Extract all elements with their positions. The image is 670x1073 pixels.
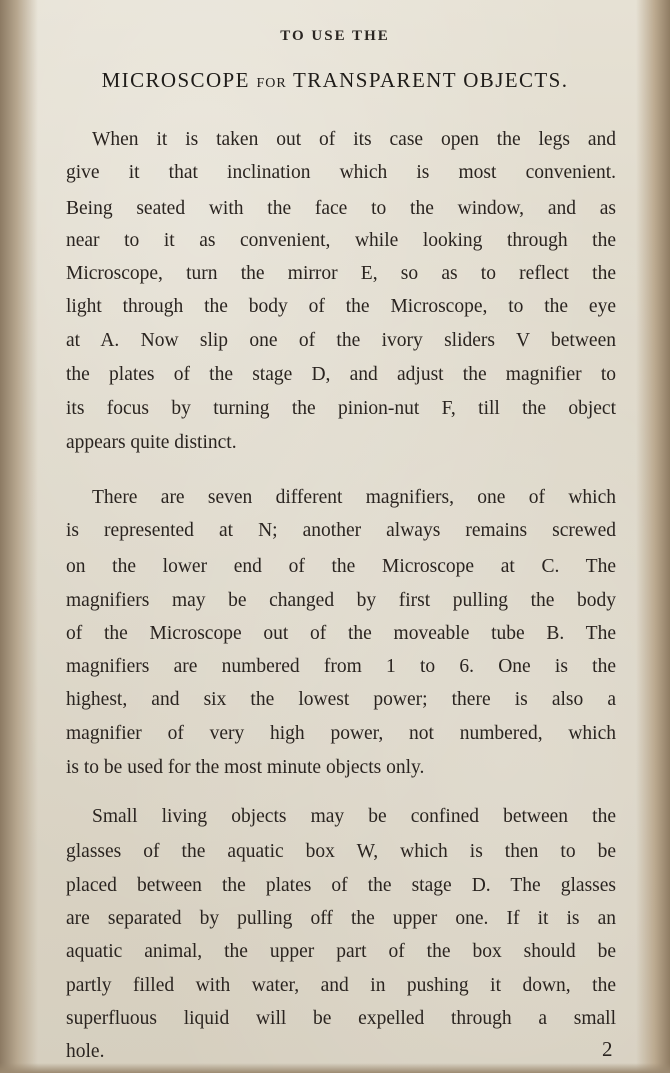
text-line: magnifiers are numbered from 1 to 6. One is the — [66, 656, 616, 677]
text-line: hole. — [66, 1041, 105, 1062]
text-line: is represented at N; another always remains screwed — [66, 520, 616, 541]
text-line: light through the body of the Microscope, to the eye — [66, 296, 616, 317]
page-number: 2 — [602, 1037, 613, 1061]
text-line: magnifiers may be changed by first pulling the body — [66, 590, 616, 611]
page-edge-bottom — [0, 1063, 670, 1073]
text-line: the plates of the stage D, and adjust the magnifier to — [66, 364, 616, 385]
text-line: magnifier of very high power, not numbered, which — [66, 723, 616, 744]
title-small-caps: FOR — [256, 76, 287, 91]
text-line: placed between the plates of the stage D. The glasses — [66, 875, 616, 896]
text-line: is to be used for the most minute objects only. — [66, 757, 425, 778]
text-line: of the Microscope out of the moveable tube B. The — [66, 623, 616, 644]
text-line: Microscope, turn the mirror E, so as to reflect the — [66, 263, 616, 284]
title-part-1: MICROSCOPE — [101, 68, 250, 92]
text-line: glasses of the aquatic box W, which is then to be — [66, 841, 616, 862]
text-line: There are seven different magnifiers, one of which — [92, 487, 616, 508]
text-line: When it is taken out of its case open the legs and — [92, 129, 616, 150]
title-part-2: TRANSPARENT OBJECTS. — [292, 68, 569, 92]
text-line: are separated by pulling off the upper one. If it is an — [66, 908, 616, 929]
text-line: superfluous liquid will be expelled through a small — [66, 1008, 616, 1029]
page-edge-right — [636, 0, 670, 1073]
text-line: partly filled with water, and in pushing it down, the — [66, 975, 616, 996]
text-line: on the lower end of the Microscope at C. The — [66, 556, 616, 577]
text-line: its focus by turning the pinion-nut F, till the object — [66, 398, 616, 419]
text-line: appears quite distinct. — [66, 432, 237, 453]
text-line: highest, and six the lowest power; there is also a — [66, 689, 616, 710]
page-title — [0, 68, 670, 93]
text-line: near to it as convenient, while looking through the — [66, 230, 616, 251]
text-line: aquatic animal, the upper part of the box should be — [66, 941, 616, 962]
text-line: at A. Now slip one of the ivory sliders V between — [66, 330, 616, 351]
text-line: give it that inclination which is most convenient. — [66, 162, 616, 183]
page-edge-left — [0, 0, 38, 1073]
text-line: Small living objects may be confined between the — [92, 806, 616, 827]
page-overline: TO USE THE — [280, 28, 390, 44]
text-line: Being seated with the face to the window, and as — [66, 198, 616, 219]
